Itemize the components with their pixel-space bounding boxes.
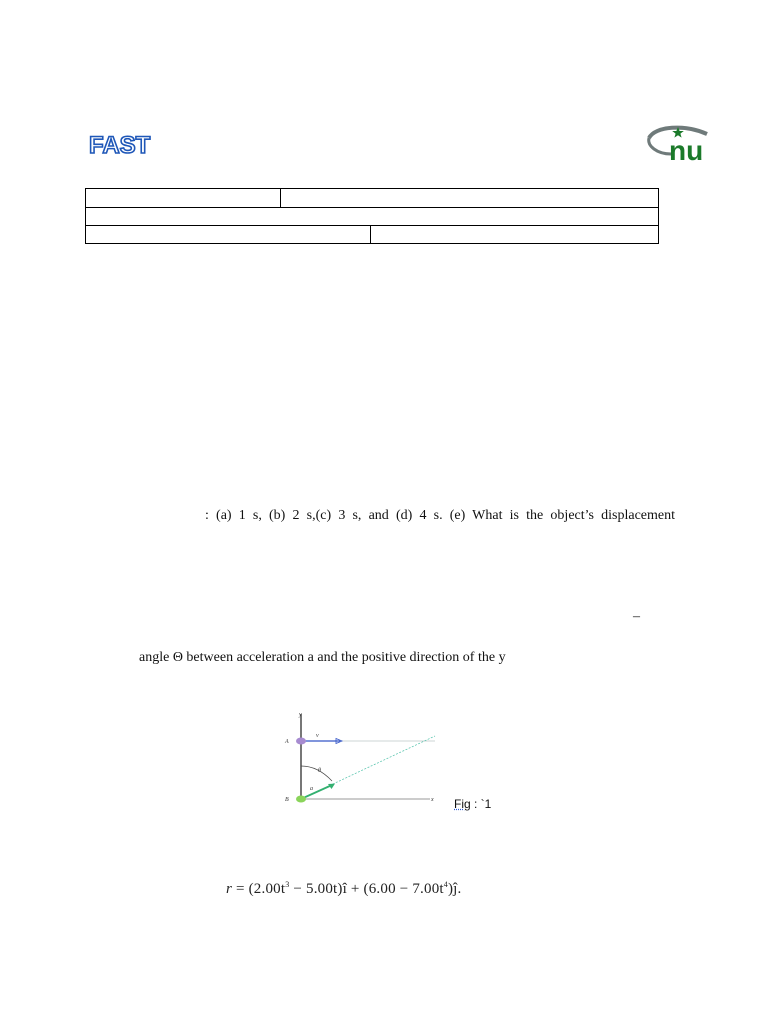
info-table — [85, 188, 659, 244]
acceleration-label: a — [310, 786, 313, 792]
point-a-label: A — [285, 739, 289, 745]
x-axis-label: x — [431, 797, 434, 803]
nu-logo — [645, 124, 717, 164]
equation-lhs: r — [226, 881, 233, 897]
figure-caption-number: : `1 — [470, 797, 492, 811]
equation-exponent: 4 — [443, 880, 448, 889]
question-text-line: angle Θ between acceleration a and the positive direction of the y — [139, 650, 506, 665]
point-b-label: B — [285, 797, 289, 803]
question-text-line: : (a) 1 s, (b) 2 s,(c) 3 s, and (d) 4 s. (e) What is the object’s displacement — [205, 508, 675, 523]
fast-logo-text: FAST — [89, 132, 151, 159]
table-border-top — [85, 188, 659, 189]
table-cell-divider — [280, 188, 281, 207]
table-row-divider — [85, 225, 659, 226]
velocity-label: v — [316, 733, 319, 739]
fast-logo — [88, 128, 151, 159]
table-cell-divider — [370, 225, 371, 243]
position-equation — [226, 880, 461, 898]
dash-mark: – — [633, 609, 640, 624]
table-border-right — [658, 188, 659, 244]
point-a — [296, 738, 306, 745]
equation-part: − 5.00t)î + (6.00 − 7.00t — [289, 881, 444, 897]
equation-part: = (2.00t — [232, 881, 286, 897]
nu-logo-text: nu — [669, 135, 704, 166]
acceleration-arrow — [301, 785, 332, 799]
table-border-left — [85, 188, 86, 244]
angle-label: θ — [318, 768, 321, 774]
y-axis-label: y — [299, 712, 302, 718]
angle-arc — [301, 766, 332, 781]
nu-logo-swoosh-lower — [649, 138, 671, 154]
table-row-divider — [85, 207, 659, 208]
table-border-bottom — [85, 243, 659, 244]
figure-diagram — [280, 706, 450, 806]
figure-caption-word: Fig — [454, 797, 471, 811]
figure-caption — [454, 797, 491, 811]
equation-exponent: 3 — [285, 880, 290, 889]
equation-part: )ĵ. — [447, 881, 462, 897]
point-b — [296, 796, 306, 803]
